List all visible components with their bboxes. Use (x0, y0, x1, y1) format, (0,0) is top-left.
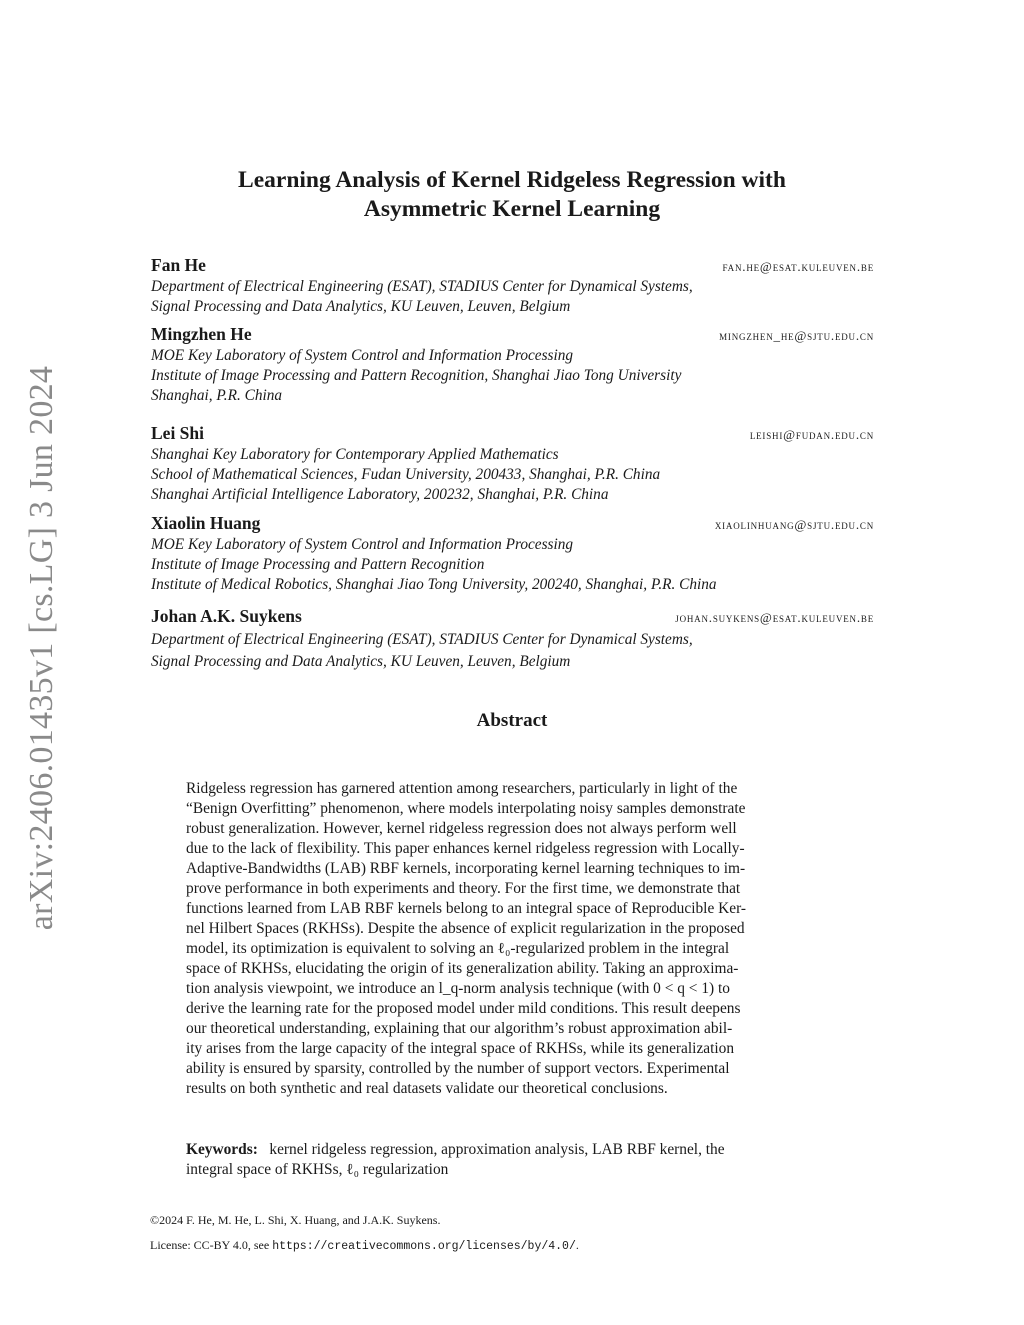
author-block-johan-suykens (151, 606, 874, 672)
author-email[interactable]: johan.suykens@esat.kuleuven.be (675, 610, 874, 625)
author-name: Lei Shi (151, 423, 205, 443)
abstract-line: Ridgeless regression has garnered attention among researchers, particularly in light of the (186, 780, 738, 797)
affiliation-line: Department of Electrical Engineering (ESAT), STADIUS Center for Dynamical Systems, (151, 631, 693, 648)
author-block-xiaolin-huang (151, 513, 874, 595)
title-line: Asymmetric Kernel Learning (363, 196, 661, 222)
license-suffix: . (575, 1238, 579, 1252)
author-name: Fan He (151, 255, 206, 275)
affiliation-line: MOE Key Laboratory of System Control and Information Processing (151, 536, 574, 553)
author-email[interactable]: fan.he@esat.kuleuven.be (722, 259, 874, 274)
abstract-line: model, its optimization is equivalent to solving an ℓ₀-regularized problem in the integral (186, 940, 730, 957)
author-email[interactable]: leishi@fudan.edu.cn (749, 427, 874, 442)
abstract-line: our theoretical understanding, explaining that our algorithm’s robust approximation abil- (186, 1020, 733, 1037)
keywords-label: Keywords: (186, 1141, 258, 1158)
paper-title (150, 166, 874, 224)
abstract-line: due to the lack of flexibility. This paper enhances kernel ridgeless regression with Locally- (186, 840, 745, 857)
affiliation-line: Institute of Image Processing and Pattern Recognition, Shanghai Jiao Tong University (151, 367, 682, 384)
affiliation-line: School of Mathematical Sciences, Fudan University, 200433, Shanghai, P.R. China (151, 466, 661, 483)
abstract-line: nel Hilbert Spaces (RKHSs). Despite the absence of explicit regularization in the proposed (186, 920, 745, 937)
author-name: Johan A.K. Suykens (151, 606, 302, 626)
affiliation-line: Signal Processing and Data Analytics, KU Leuven, Leuven, Belgium (151, 653, 571, 670)
affiliation-line: Signal Processing and Data Analytics, KU Leuven, Leuven, Belgium (151, 298, 571, 315)
abstract-line: space of RKHSs, elucidating the origin of its generalization ability. Taking an approxima- (186, 960, 739, 977)
affiliation-line: Department of Electrical Engineering (ESAT), STADIUS Center for Dynamical Systems, (151, 278, 693, 295)
author-name: Xiaolin Huang (151, 513, 261, 533)
abstract-line: functions learned from LAB RBF kernels belong to an integral space of Reproducible Ker- (186, 900, 747, 917)
abstract-line: ability is ensured by sparsity, controlled by the number of support vectors. Experimental (186, 1060, 730, 1077)
affiliation-line: MOE Key Laboratory of System Control and Information Processing (151, 347, 574, 364)
affiliation-line: Institute of Medical Robotics, Shanghai Jiao Tong University, 200240, Shanghai, P.R. China (151, 576, 717, 593)
abstract-heading: Abstract (476, 710, 548, 731)
abstract-body (186, 779, 840, 1099)
abstract-line: tion analysis viewpoint, we introduce an l_q-norm analysis technique (with 0 < q < 1) to (186, 980, 730, 997)
copyright-notice: ©2024 F. He, M. He, L. Shi, X. Huang, and J.A.K. Suykens. (150, 1213, 441, 1227)
abstract-line: robust generalization. However, kernel ridgeless regression does not always perform well (186, 820, 737, 837)
abstract-line: derive the learning rate for the proposed model under mild conditions. This result deepens (186, 1000, 741, 1017)
author-block-mingzhen-he (151, 324, 874, 406)
affiliation-line: Shanghai Key Laboratory for Contemporary Applied Mathematics (151, 446, 559, 463)
keywords-line: integral space of RKHSs, ℓ₀ regularization (186, 1161, 449, 1178)
author-block-lei-shi (151, 423, 874, 505)
abstract-line: results on both synthetic and real datasets validate our theoretical conclusions. (186, 1080, 668, 1097)
license-notice (150, 1238, 579, 1253)
abstract-line: prove performance in both experiments and theory. For the first time, we demonstrate that (186, 880, 741, 897)
affiliation-line: Institute of Image Processing and Pattern Recognition (151, 556, 485, 573)
arxiv-identifier-stamp: arXiv:2406.01435v1 [cs.LG] 3 Jun 2024 (23, 365, 60, 931)
abstract-line: “Benign Overfitting” phenomenon, where models interpolating noisy samples demonstrate (186, 800, 746, 817)
affiliation-line: Shanghai, P.R. China (151, 387, 283, 404)
author-block-fan-he (151, 255, 874, 317)
author-name: Mingzhen He (151, 324, 252, 344)
keywords-line: kernel ridgeless regression, approximation analysis, LAB RBF kernel, the (269, 1141, 725, 1158)
author-email[interactable]: xiaolinhuang@sjtu.edu.cn (714, 517, 874, 532)
affiliation-line: Shanghai Artificial Intelligence Laboratory, 200232, Shanghai, P.R. China (151, 486, 609, 503)
license-prefix: License: CC-BY 4.0, see (150, 1238, 273, 1252)
abstract-line: Adaptive-Bandwidths (LAB) RBF kernels, incorporating kernel learning techniques to im- (186, 860, 746, 877)
keywords-section (186, 1140, 840, 1180)
author-email[interactable]: mingzhen_he@sjtu.edu.cn (719, 328, 874, 343)
abstract-line: ity arises from the large capacity of the integral space of RKHSs, while its generalization (186, 1040, 735, 1057)
title-line: Learning Analysis of Kernel Ridgeless Regression with (238, 167, 786, 193)
license-link[interactable]: https://creativecommons.org/licenses/by/4.0/ (272, 1240, 576, 1253)
